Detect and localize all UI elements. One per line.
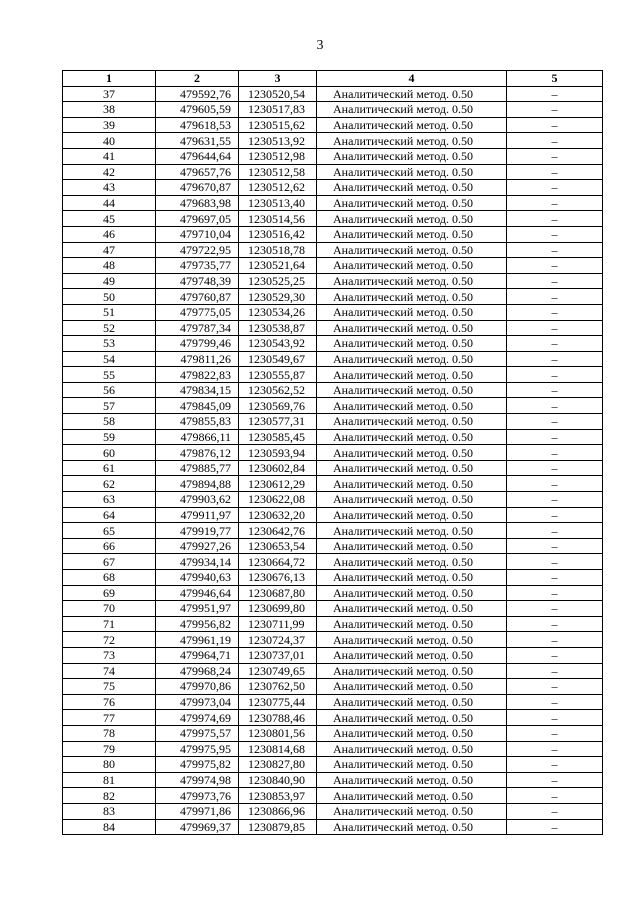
cell-method: Аналитический метод. 0.50 (317, 164, 507, 180)
cell-point-number: 65 (63, 523, 156, 539)
cell-method: Аналитический метод. 0.50 (317, 429, 507, 445)
cell-method: Аналитический метод. 0.50 (317, 507, 507, 523)
cell-point-number: 54 (63, 351, 156, 367)
cell-method: Аналитический метод. 0.50 (317, 585, 507, 601)
cell-point-number: 62 (63, 476, 156, 492)
cell-y-coordinate: 1230642,76 (239, 523, 317, 539)
cell-y-coordinate: 1230676,13 (239, 570, 317, 586)
cell-y-coordinate: 1230520,54 (239, 86, 317, 102)
cell-y-coordinate: 1230602,84 (239, 460, 317, 476)
table-row (63, 523, 603, 539)
cell-point-number: 83 (63, 803, 156, 819)
cell-method: Аналитический метод. 0.50 (317, 304, 507, 320)
cell-point-number: 71 (63, 616, 156, 632)
cell-description: – (507, 382, 603, 398)
cell-point-number: 81 (63, 772, 156, 788)
column-header-x: 2 (156, 71, 239, 87)
cell-description: – (507, 694, 603, 710)
cell-description: – (507, 601, 603, 617)
table-row (63, 289, 603, 305)
cell-point-number: 46 (63, 226, 156, 242)
cell-description: – (507, 647, 603, 663)
table-row (63, 102, 603, 118)
table-row (63, 429, 603, 445)
cell-description: – (507, 788, 603, 804)
cell-method: Аналитический метод. 0.50 (317, 616, 507, 632)
cell-description: – (507, 304, 603, 320)
cell-description: – (507, 803, 603, 819)
cell-x-coordinate: 479911,97 (156, 507, 239, 523)
cell-y-coordinate: 1230664,72 (239, 554, 317, 570)
table-row (63, 320, 603, 336)
cell-point-number: 43 (63, 180, 156, 196)
cell-method: Аналитический метод. 0.50 (317, 195, 507, 211)
cell-x-coordinate: 479975,57 (156, 725, 239, 741)
cell-y-coordinate: 1230512,98 (239, 148, 317, 164)
cell-method: Аналитический метод. 0.50 (317, 398, 507, 414)
cell-description: – (507, 570, 603, 586)
cell-x-coordinate: 479956,82 (156, 616, 239, 632)
cell-point-number: 41 (63, 148, 156, 164)
cell-description: – (507, 86, 603, 102)
table-row (63, 694, 603, 710)
cell-x-coordinate: 479822,83 (156, 367, 239, 383)
cell-method: Аналитический метод. 0.50 (317, 273, 507, 289)
cell-description: – (507, 523, 603, 539)
cell-description: – (507, 242, 603, 258)
cell-description: – (507, 429, 603, 445)
cell-method: Аналитический метод. 0.50 (317, 351, 507, 367)
cell-x-coordinate: 479964,71 (156, 647, 239, 663)
cell-point-number: 72 (63, 632, 156, 648)
cell-method: Аналитический метод. 0.50 (317, 211, 507, 227)
cell-point-number: 37 (63, 86, 156, 102)
table-row (63, 336, 603, 352)
cell-y-coordinate: 1230562,52 (239, 382, 317, 398)
cell-x-coordinate: 479760,87 (156, 289, 239, 305)
table-row (63, 710, 603, 726)
cell-description: – (507, 258, 603, 274)
cell-description: – (507, 710, 603, 726)
table-row (63, 538, 603, 554)
cell-point-number: 42 (63, 164, 156, 180)
cell-description: – (507, 351, 603, 367)
cell-description: – (507, 117, 603, 133)
cell-point-number: 84 (63, 819, 156, 835)
cell-description: – (507, 538, 603, 554)
table-row (63, 757, 603, 773)
cell-method: Аналитический метод. 0.50 (317, 803, 507, 819)
cell-point-number: 44 (63, 195, 156, 211)
cell-description: – (507, 492, 603, 508)
cell-x-coordinate: 479894,88 (156, 476, 239, 492)
table-row (63, 772, 603, 788)
cell-x-coordinate: 479605,59 (156, 102, 239, 118)
cell-x-coordinate: 479845,09 (156, 398, 239, 414)
cell-x-coordinate: 479670,87 (156, 180, 239, 196)
cell-y-coordinate: 1230737,01 (239, 647, 317, 663)
table-row (63, 476, 603, 492)
cell-description: – (507, 476, 603, 492)
cell-description: – (507, 414, 603, 430)
cell-x-coordinate: 479946,64 (156, 585, 239, 601)
cell-x-coordinate: 479710,04 (156, 226, 239, 242)
cell-description: – (507, 273, 603, 289)
cell-x-coordinate: 479974,69 (156, 710, 239, 726)
table-row (63, 382, 603, 398)
cell-point-number: 63 (63, 492, 156, 508)
cell-method: Аналитический метод. 0.50 (317, 632, 507, 648)
cell-description: – (507, 725, 603, 741)
table-row (63, 273, 603, 289)
cell-point-number: 53 (63, 336, 156, 352)
table-row (63, 492, 603, 508)
cell-method: Аналитический метод. 0.50 (317, 445, 507, 461)
cell-x-coordinate: 479969,37 (156, 819, 239, 835)
cell-method: Аналитический метод. 0.50 (317, 788, 507, 804)
cell-point-number: 40 (63, 133, 156, 149)
cell-point-number: 61 (63, 460, 156, 476)
cell-point-number: 45 (63, 211, 156, 227)
table-row (63, 133, 603, 149)
cell-point-number: 74 (63, 663, 156, 679)
cell-x-coordinate: 479951,97 (156, 601, 239, 617)
cell-point-number: 77 (63, 710, 156, 726)
table-row (63, 86, 603, 102)
cell-method: Аналитический метод. 0.50 (317, 242, 507, 258)
cell-x-coordinate: 479974,98 (156, 772, 239, 788)
table-row (63, 803, 603, 819)
cell-y-coordinate: 1230518,78 (239, 242, 317, 258)
cell-method: Аналитический метод. 0.50 (317, 772, 507, 788)
column-header-description: 5 (507, 71, 603, 87)
cell-y-coordinate: 1230879,85 (239, 819, 317, 835)
cell-x-coordinate: 479975,95 (156, 741, 239, 757)
cell-description: – (507, 554, 603, 570)
cell-point-number: 75 (63, 679, 156, 695)
table-row (63, 226, 603, 242)
cell-y-coordinate: 1230788,46 (239, 710, 317, 726)
cell-method: Аналитический метод. 0.50 (317, 647, 507, 663)
table-row (63, 616, 603, 632)
cell-y-coordinate: 1230612,29 (239, 476, 317, 492)
cell-y-coordinate: 1230521,64 (239, 258, 317, 274)
cell-method: Аналитический метод. 0.50 (317, 382, 507, 398)
cell-method: Аналитический метод. 0.50 (317, 570, 507, 586)
cell-x-coordinate: 479961,19 (156, 632, 239, 648)
cell-y-coordinate: 1230687,80 (239, 585, 317, 601)
cell-method: Аналитический метод. 0.50 (317, 367, 507, 383)
cell-method: Аналитический метод. 0.50 (317, 117, 507, 133)
cell-point-number: 66 (63, 538, 156, 554)
cell-point-number: 56 (63, 382, 156, 398)
cell-y-coordinate: 1230529,30 (239, 289, 317, 305)
cell-y-coordinate: 1230827,80 (239, 757, 317, 773)
cell-point-number: 58 (63, 414, 156, 430)
cell-description: – (507, 445, 603, 461)
cell-y-coordinate: 1230653,54 (239, 538, 317, 554)
cell-method: Аналитический метод. 0.50 (317, 226, 507, 242)
cell-description: – (507, 757, 603, 773)
cell-description: – (507, 741, 603, 757)
cell-description: – (507, 102, 603, 118)
cell-method: Аналитический метод. 0.50 (317, 757, 507, 773)
table-row (63, 679, 603, 695)
cell-y-coordinate: 1230801,56 (239, 725, 317, 741)
cell-point-number: 68 (63, 570, 156, 586)
cell-point-number: 38 (63, 102, 156, 118)
cell-method: Аналитический метод. 0.50 (317, 554, 507, 570)
cell-y-coordinate: 1230775,44 (239, 694, 317, 710)
cell-method: Аналитический метод. 0.50 (317, 86, 507, 102)
cell-y-coordinate: 1230549,67 (239, 351, 317, 367)
cell-method: Аналитический метод. 0.50 (317, 148, 507, 164)
cell-y-coordinate: 1230517,83 (239, 102, 317, 118)
cell-y-coordinate: 1230512,58 (239, 164, 317, 180)
column-header-point-number: 1 (63, 71, 156, 87)
table-row (63, 242, 603, 258)
cell-description: – (507, 180, 603, 196)
cell-y-coordinate: 1230513,40 (239, 195, 317, 211)
cell-x-coordinate: 479657,76 (156, 164, 239, 180)
cell-point-number: 67 (63, 554, 156, 570)
cell-x-coordinate: 479697,05 (156, 211, 239, 227)
cell-y-coordinate: 1230585,45 (239, 429, 317, 445)
cell-point-number: 79 (63, 741, 156, 757)
cell-x-coordinate: 479834,15 (156, 382, 239, 398)
cell-method: Аналитический метод. 0.50 (317, 320, 507, 336)
table-row (63, 180, 603, 196)
table-body (63, 86, 603, 835)
cell-method: Аналитический метод. 0.50 (317, 819, 507, 835)
table-row (63, 647, 603, 663)
cell-method: Аналитический метод. 0.50 (317, 180, 507, 196)
cell-x-coordinate: 479876,12 (156, 445, 239, 461)
cell-y-coordinate: 1230814,68 (239, 741, 317, 757)
table-header (63, 71, 603, 87)
table-row (63, 351, 603, 367)
cell-x-coordinate: 479811,26 (156, 351, 239, 367)
page-number: 3 (316, 38, 324, 53)
cell-y-coordinate: 1230534,26 (239, 304, 317, 320)
cell-x-coordinate: 479787,34 (156, 320, 239, 336)
cell-x-coordinate: 479973,04 (156, 694, 239, 710)
cell-description: – (507, 679, 603, 695)
cell-x-coordinate: 479775,05 (156, 304, 239, 320)
cell-description: – (507, 585, 603, 601)
cell-description: – (507, 460, 603, 476)
table-row (63, 663, 603, 679)
table-row (63, 367, 603, 383)
table-row (63, 601, 603, 617)
table-row (63, 117, 603, 133)
cell-point-number: 55 (63, 367, 156, 383)
table-row (63, 211, 603, 227)
cell-method: Аналитический метод. 0.50 (317, 102, 507, 118)
header-row (63, 71, 603, 87)
cell-y-coordinate: 1230577,31 (239, 414, 317, 430)
cell-method: Аналитический метод. 0.50 (317, 336, 507, 352)
cell-x-coordinate: 479618,53 (156, 117, 239, 133)
cell-description: – (507, 398, 603, 414)
cell-x-coordinate: 479683,98 (156, 195, 239, 211)
cell-y-coordinate: 1230622,08 (239, 492, 317, 508)
cell-x-coordinate: 479722,95 (156, 242, 239, 258)
table-row (63, 819, 603, 835)
cell-point-number: 73 (63, 647, 156, 663)
table-row (63, 304, 603, 320)
table-row (63, 460, 603, 476)
cell-y-coordinate: 1230762,50 (239, 679, 317, 695)
table-row (63, 445, 603, 461)
cell-x-coordinate: 479968,24 (156, 663, 239, 679)
column-header-y: 3 (239, 71, 317, 87)
cell-description: – (507, 772, 603, 788)
table-row (63, 788, 603, 804)
cell-method: Аналитический метод. 0.50 (317, 133, 507, 149)
table-row (63, 414, 603, 430)
cell-point-number: 82 (63, 788, 156, 804)
cell-point-number: 59 (63, 429, 156, 445)
cell-x-coordinate: 479927,26 (156, 538, 239, 554)
cell-point-number: 51 (63, 304, 156, 320)
cell-x-coordinate: 479970,86 (156, 679, 239, 695)
cell-method: Аналитический метод. 0.50 (317, 476, 507, 492)
cell-description: – (507, 632, 603, 648)
table-row (63, 148, 603, 164)
cell-y-coordinate: 1230538,87 (239, 320, 317, 336)
cell-x-coordinate: 479919,77 (156, 523, 239, 539)
cell-method: Аналитический метод. 0.50 (317, 289, 507, 305)
cell-y-coordinate: 1230569,76 (239, 398, 317, 414)
cell-method: Аналитический метод. 0.50 (317, 694, 507, 710)
cell-description: – (507, 226, 603, 242)
cell-x-coordinate: 479885,77 (156, 460, 239, 476)
cell-description: – (507, 367, 603, 383)
cell-y-coordinate: 1230724,37 (239, 632, 317, 648)
cell-y-coordinate: 1230593,94 (239, 445, 317, 461)
table-row (63, 164, 603, 180)
cell-y-coordinate: 1230853,97 (239, 788, 317, 804)
cell-point-number: 69 (63, 585, 156, 601)
cell-description: – (507, 336, 603, 352)
table-row (63, 632, 603, 648)
table-row (63, 741, 603, 757)
cell-point-number: 47 (63, 242, 156, 258)
table-row (63, 585, 603, 601)
cell-point-number: 48 (63, 258, 156, 274)
cell-method: Аналитический метод. 0.50 (317, 741, 507, 757)
table-row (63, 258, 603, 274)
cell-y-coordinate: 1230749,65 (239, 663, 317, 679)
cell-x-coordinate: 479975,82 (156, 757, 239, 773)
cell-point-number: 78 (63, 725, 156, 741)
cell-description: – (507, 320, 603, 336)
cell-method: Аналитический метод. 0.50 (317, 601, 507, 617)
cell-description: – (507, 148, 603, 164)
cell-y-coordinate: 1230632,20 (239, 507, 317, 523)
cell-method: Аналитический метод. 0.50 (317, 725, 507, 741)
cell-x-coordinate: 479799,46 (156, 336, 239, 352)
cell-description: – (507, 133, 603, 149)
cell-method: Аналитический метод. 0.50 (317, 710, 507, 726)
cell-x-coordinate: 479973,76 (156, 788, 239, 804)
cell-method: Аналитический метод. 0.50 (317, 492, 507, 508)
cell-x-coordinate: 479903,62 (156, 492, 239, 508)
cell-point-number: 57 (63, 398, 156, 414)
coordinates-table (62, 70, 603, 835)
cell-y-coordinate: 1230515,62 (239, 117, 317, 133)
table-row (63, 398, 603, 414)
table-row (63, 725, 603, 741)
cell-description: – (507, 195, 603, 211)
table-row (63, 195, 603, 211)
cell-method: Аналитический метод. 0.50 (317, 663, 507, 679)
cell-y-coordinate: 1230866,96 (239, 803, 317, 819)
cell-description: – (507, 819, 603, 835)
cell-y-coordinate: 1230711,99 (239, 616, 317, 632)
cell-y-coordinate: 1230512,62 (239, 180, 317, 196)
cell-point-number: 64 (63, 507, 156, 523)
cell-y-coordinate: 1230514,56 (239, 211, 317, 227)
cell-description: – (507, 616, 603, 632)
cell-method: Аналитический метод. 0.50 (317, 460, 507, 476)
column-header-method: 4 (317, 71, 507, 87)
cell-x-coordinate: 479748,39 (156, 273, 239, 289)
cell-x-coordinate: 479735,77 (156, 258, 239, 274)
cell-y-coordinate: 1230516,42 (239, 226, 317, 242)
cell-point-number: 52 (63, 320, 156, 336)
table-row (63, 554, 603, 570)
cell-point-number: 60 (63, 445, 156, 461)
cell-y-coordinate: 1230699,80 (239, 601, 317, 617)
cell-y-coordinate: 1230525,25 (239, 273, 317, 289)
cell-point-number: 49 (63, 273, 156, 289)
cell-method: Аналитический метод. 0.50 (317, 538, 507, 554)
cell-method: Аналитический метод. 0.50 (317, 414, 507, 430)
cell-description: – (507, 507, 603, 523)
cell-x-coordinate: 479631,55 (156, 133, 239, 149)
cell-x-coordinate: 479934,14 (156, 554, 239, 570)
cell-x-coordinate: 479592,76 (156, 86, 239, 102)
cell-description: – (507, 164, 603, 180)
cell-description: – (507, 289, 603, 305)
cell-y-coordinate: 1230543,92 (239, 336, 317, 352)
cell-point-number: 80 (63, 757, 156, 773)
cell-method: Аналитический метод. 0.50 (317, 523, 507, 539)
table-row (63, 570, 603, 586)
table-row (63, 507, 603, 523)
cell-y-coordinate: 1230555,87 (239, 367, 317, 383)
cell-x-coordinate: 479971,86 (156, 803, 239, 819)
cell-y-coordinate: 1230840,90 (239, 772, 317, 788)
cell-x-coordinate: 479644,64 (156, 148, 239, 164)
cell-point-number: 70 (63, 601, 156, 617)
cell-x-coordinate: 479866,11 (156, 429, 239, 445)
cell-point-number: 39 (63, 117, 156, 133)
cell-description: – (507, 663, 603, 679)
cell-x-coordinate: 479940,63 (156, 570, 239, 586)
cell-description: – (507, 211, 603, 227)
cell-point-number: 50 (63, 289, 156, 305)
cell-y-coordinate: 1230513,92 (239, 133, 317, 149)
cell-method: Аналитический метод. 0.50 (317, 258, 507, 274)
cell-point-number: 76 (63, 694, 156, 710)
cell-method: Аналитический метод. 0.50 (317, 679, 507, 695)
cell-x-coordinate: 479855,83 (156, 414, 239, 430)
